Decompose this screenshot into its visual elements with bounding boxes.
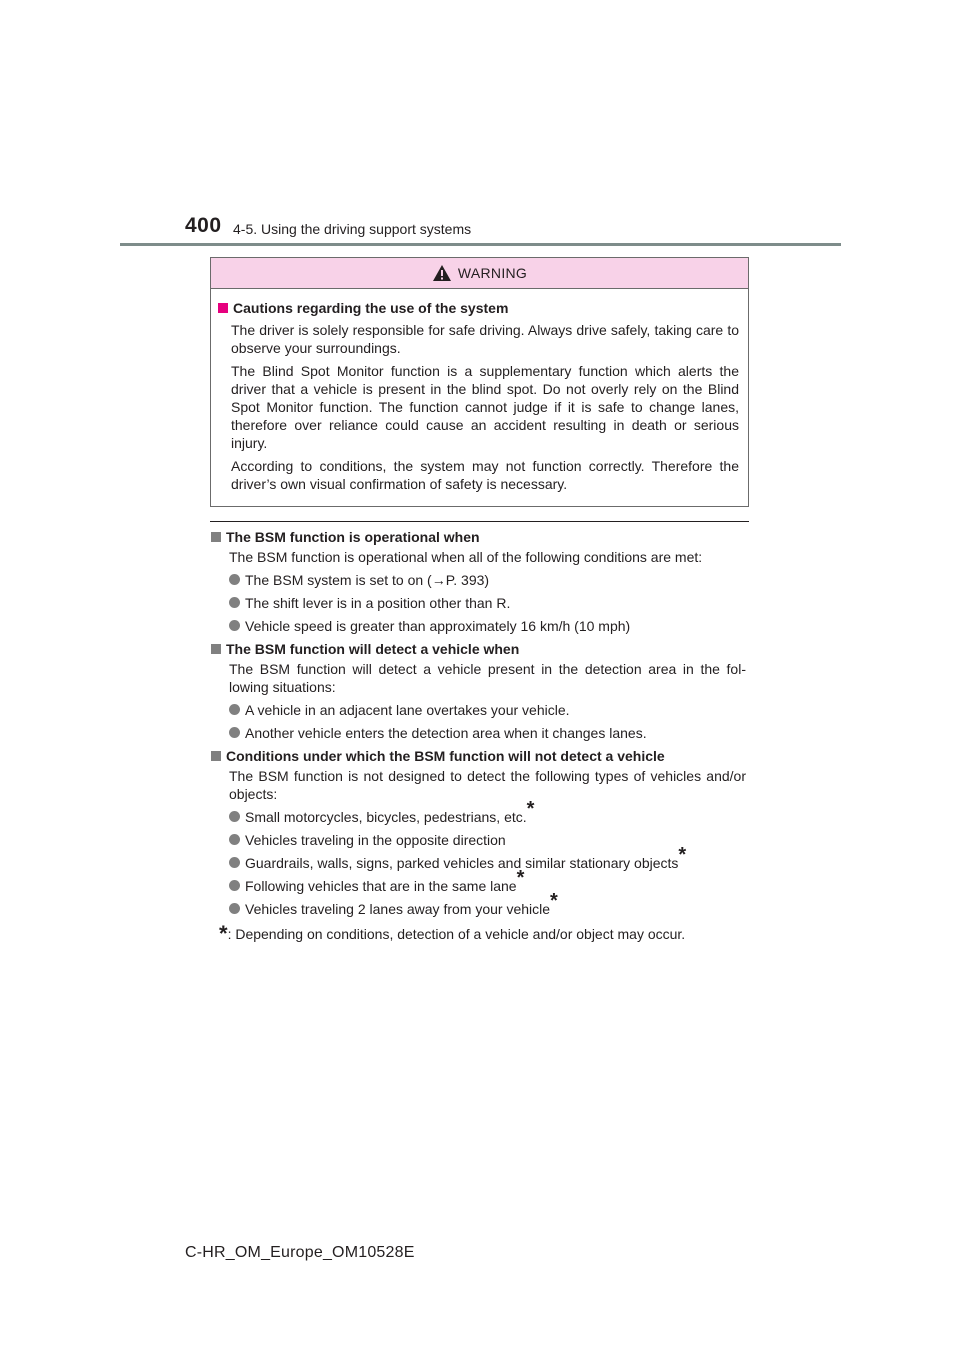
warning-subhead-text: Cautions regarding the use of the system [233, 300, 509, 316]
list-item [229, 724, 746, 742]
list-item-text: A vehicle in an adjacent lane overtakes your vehicle. [245, 702, 570, 718]
section-title: 4-5. Using the driving support systems [233, 221, 472, 237]
document-code: C-HR_OM_Europe_OM10528E [185, 1244, 415, 1261]
list-item-text: Small motorcycles, bicycles, pedestrians, etc. [245, 809, 527, 825]
footnote-marker: * [526, 798, 535, 821]
warning-body [211, 289, 748, 493]
section-heading-text: The BSM function will detect a vehicle when [226, 641, 520, 657]
gray-square-icon [211, 532, 221, 542]
gray-square-icon [211, 751, 221, 761]
list-item-text: Vehicles traveling in the opposite direction [245, 832, 506, 848]
bullet-dot-icon [229, 834, 240, 845]
section-intro: The BSM function will detect a vehicle present in the detection area in the fol-lowing situations: [229, 661, 746, 695]
list-item-text: Vehicles traveling 2 lanes away from your vehicle [245, 901, 551, 917]
bullet-dot-icon [229, 857, 240, 868]
footnote-marker: * [219, 921, 228, 946]
bullet-dot-icon [229, 574, 240, 585]
section-divider [210, 521, 749, 522]
footnote-text: : Depending on conditions, detection of a vehicle and/or object may occur. [227, 926, 686, 942]
section-heading [211, 529, 746, 545]
list-item [229, 831, 746, 849]
list-item [229, 617, 746, 635]
warning-header [211, 258, 748, 289]
list-item [229, 701, 746, 719]
section-intro: The BSM function is not designed to detect the following types of vehicles and/or objects: [229, 768, 746, 802]
main-content [211, 529, 746, 944]
warning-paragraph: The Blind Spot Monitor function is a supplementary function which alerts the driver that a vehicle is present in the blind spot. Do not overly rely on the Blind Spot Monitor function. The function cannot judge if it is safe to change lanes, therefore over reliance could cause an accident resulting in death or serious injury. [231, 363, 739, 451]
list-item-text: Following vehicles that are in the same lane [245, 878, 517, 894]
list-item [229, 571, 746, 589]
section-heading [211, 641, 746, 657]
bullet-dot-icon [229, 704, 240, 715]
list-item-text: Guardrails, walls, signs, parked vehicles and similar stationary objects [245, 855, 679, 871]
page-number: 400 [185, 214, 222, 237]
warning-paragraph: According to conditions, the system may not function correctly. Therefore the driver’s own visual confirmation of safety is necessary. [231, 458, 739, 492]
footnote-marker: * [516, 867, 525, 890]
footnote-marker: * [550, 890, 558, 913]
section-intro: The BSM function is operational when all of the following conditions are met: [229, 549, 703, 565]
bullet-dot-icon [229, 880, 240, 891]
list-item [229, 798, 746, 826]
gray-square-icon [211, 644, 221, 654]
pink-square-icon [218, 303, 228, 313]
warning-triangle-icon [432, 264, 452, 282]
footnote [219, 921, 746, 946]
section-heading-text: Conditions under which the BSM function will not detect a vehicle [226, 748, 665, 764]
footnote-marker: * [678, 844, 687, 867]
list-item-text: Vehicle speed is greater than approximately 16 km/h (10 mph) [245, 618, 631, 634]
warning-box [210, 257, 749, 507]
list-item [229, 867, 746, 895]
list-item-text: The shift lever is in a position other than R. [245, 595, 511, 611]
warning-paragraph: The driver is solely responsible for safe driving. Always drive safely, taking care to observe your surroundings. [231, 322, 739, 356]
list-item-text: Another vehicle enters the detection area when it changes lanes. [245, 725, 647, 741]
warning-title: WARNING [457, 265, 528, 281]
list-item [229, 890, 746, 918]
bullet-dot-icon [229, 620, 240, 631]
bullet-dot-icon [229, 903, 240, 914]
bullet-dot-icon [229, 811, 240, 822]
list-item [229, 844, 746, 872]
section-heading [211, 748, 746, 764]
list-item-text: The BSM system is set to on (→P. 393) [245, 572, 490, 588]
bullet-dot-icon [229, 597, 240, 608]
bullet-dot-icon [229, 727, 240, 738]
warning-subhead [218, 300, 739, 316]
page-header [0, 0, 960, 250]
section-heading-text: The BSM function is operational when [226, 529, 480, 545]
header-divider [120, 243, 841, 246]
list-item [229, 594, 746, 612]
